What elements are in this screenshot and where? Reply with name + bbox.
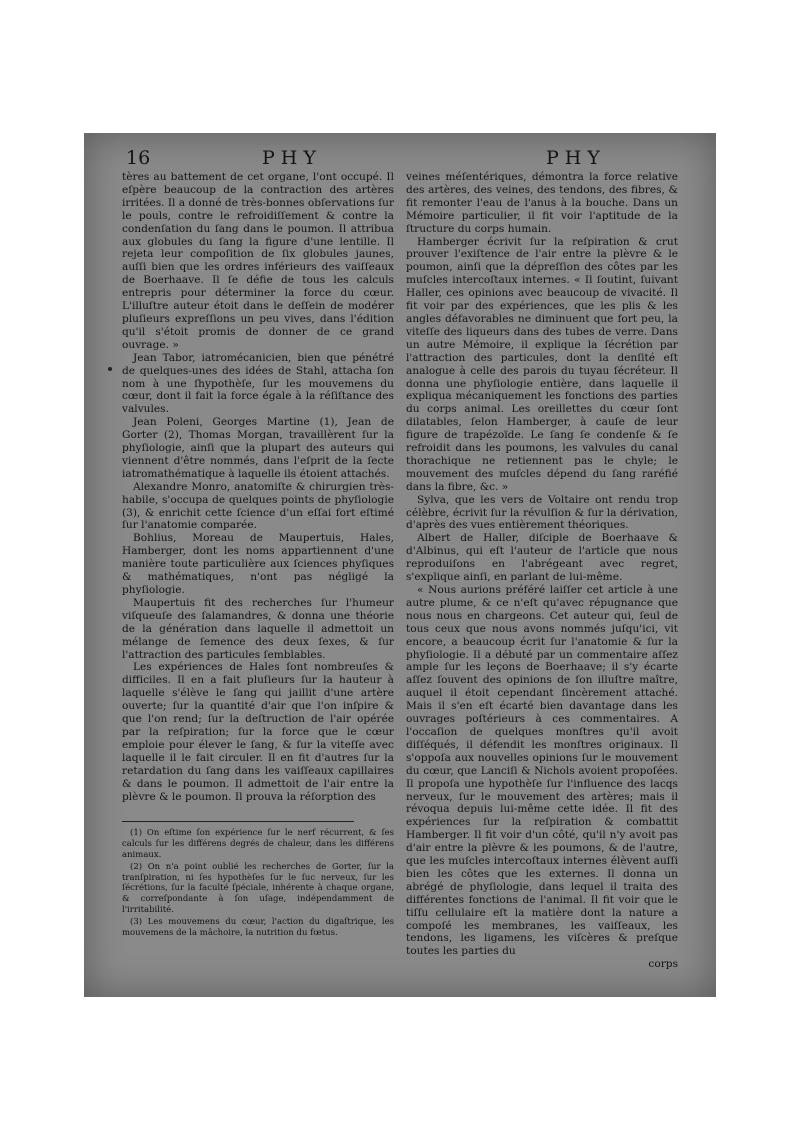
paragraph: Albert de Haller, diſciple de Boerhaave & d'Albinus, qui eſt l'auteur de l'article que nous reproduiſons en l'abrégeant avec regret, s'explique ainſi, en parlant de lui-même. [406,532,678,584]
paragraph: Maupertuis fit des recherches ſur l'humeur viſqueuſe des ſalamandres, & donna une théorie de la génération dans laquelle il admettoit un mélange de ſemence des deux ſexes, & ſur l'attraction des particules ſemblables. [122,596,394,661]
right-column [406,171,678,971]
footnote: (1) On eſtime ſon expérience ſur le nerf récurrent, & ſes calculs ſur les différens degrés de chaleur, dans les différens animaux. [122,828,394,860]
paragraph: Alexandre Monro, anatomiſte & chirurgien très-habile, s'occupa de quelques points de phyſiologie (3), & enrichit cette ſcience d'un eſſai fort eſtimé ſur l'anatomie comparée. [122,480,394,532]
running-head-left: PHY [262,147,322,169]
paragraph: Les expériences de Hales ſont nombreuſes & difficiles. Il en a fait pluſieurs ſur la hauteur à laquelle s'élève le ſang qui jaillit d'une artère ouverte; ſur la quantité d'air que l'on inſpire & que l'on rend; ſur la deſtruction de l'air opérée par la reſpiration; ſur la force que le cœur emploie pour élever le ſang, & ſur la viteſſe avec laquelle il le fait circuler. Il en fit d'autres ſur la retardation du ſang dans les vaiſſeaux capillaires & dans le poumon. Il admettoit de l'air entre la plèvre & le poumon. Il prouva la réſorption des [122,661,394,803]
left-column [122,171,394,940]
paragraph: tères au battement de cet organe, l'ont occupé. Il eſpère beaucoup de la contraction des artères irritées. Il a donné de très-bonnes obſervations ſur le pouls, contre le refroidiſſement & contre la condenſation du ſang dans le poumon. Il attribua aux globules du ſang la figure d'une lentille. Il rejeta leur compoſition de ſix globules jaunes, auſſi bien que les ordres inférieurs des vaiſſeaux de Boerhaave. Il ſe défie de tous les calculs entrepris pour déterminer la force du cœur. L'illuſtre auteur étoit dans le deſſein de modérer pluſieurs expreſſions un peu vives, dans l'édition qu'il s'étoit promis de donner de ce grand ouvrage. » [122,171,395,351]
footnote: (2) On n'a point oublié les recherches de Gorter, ſur la tranſpiration, ni ſes hypothèſes ſur le ſuc nerveux, ſur les ſécrétions, ſur la faculté ſpéciale, inhérente à chaque organe, & correſpondante à ſon uſage, indépendamment de l'irritabilité. [122,862,394,915]
catchword: corps [648,958,678,971]
paragraph: Sylva, que les vers de Voltaire ont rendu trop célèbre, écrivit ſur la révulſion & ſur la dérivation, d'après des vues entièrement théoriques. [406,493,678,532]
footnote: (3) Les mouvemens du cœur, l'action du digaſtrique, les mouvemens de la mâchoire, la nutrition du fœtus. [122,917,394,938]
running-head-right: PHY [546,147,606,169]
margin-mark [108,367,112,371]
footnote-rule [122,821,354,822]
paragraph: Jean Poleni, Georges Martine (1), Jean de Gorter (2), Thomas Morgan, travaillèrent ſur la phyſiologie, ainſi que la plupart des auteurs qui viennent d'être nommés, dans l'eſprit de la ſecte iatromathématique à laquelle ils étoient attachés. [122,416,394,480]
paragraph: veines méſentériques, démontra la force relative des artères, des veines, des tendons, des fibres, & fit remonter l'eau de l'anus à la bouche. Dans un Mémoire particulier, il fit voir l'aptitude de la ſtructure du corps humain. [406,171,678,235]
footnotes [122,828,394,938]
paragraph: Bohlius, Moreau de Maupertuis, Hales, Hamberger, dont les noms appartiennent d'une manière toute particulière aux ſciences phyſiques & mathématiques, n'ont pas négligé la phyſiologie. [122,532,394,596]
paragraph: Jean Tabor, iatromécanicien, bien que pénétré de quelques-unes des idées de Stahl, attacha ſon nom à une ſhypothèſe, ſur les mouvemens du cœur, dont il fait la force égale à la réſiſtance des valvules. [122,351,394,416]
page-number: 16 [126,147,151,169]
scanned-page [84,133,716,997]
paragraph: « Nous aurions préféré laiſſer cet article à une autre plume, & ce n'eſt qu'avec répugnance que nous nous en chargeons. Cet auteur qui, ſeul de tous ceux que nous avons nommés juſqu'ici, vit encore, a beaucoup écrit ſur l'anatomie & ſur la phyſiologie. Il a débuté par un commentaire aſſez ample ſur les leçons de Boerhaave; il s'y écarte aſſez ſouvent des opinions de ſon illuſtre maître, auquel il étoit cependant ſincèrement attaché. Mais il s'en eſt écarté bien davantage dans les ouvrages poſtérieurs à ces commentaires. A l'occaſion de quelques monſtres qu'il avoit diſſéqués, il défendit les monſtres originaux. Il s'oppoſa aux nouvelles opinions ſur le mouvement du cœur, que Lanciſi & Nichols avoient propoſées. Il propoſa une hypothèſe ſur l'influence des lacqs nerveux, ſur le mouvement des artères; mais il révoqua depuis lui-même cette idée. Il fit des expériences ſur la reſpiration & combattit Hamberger. Il fit voir d'un côté, qu'il n'y avoit pas d'air entre la plèvre & les poumons, & de l'autre, que les muſcles intercoſtaux internes élèvent auſſi bien les côtes que les externes. Il donna un abrégé de phyſiologie, dans lequel il traita des différentes fonctions de l'animal. Il fit voir que le tiſſu cellulaire eſt la matière dont la nature a compoſé les membranes, les vaiſſeaux, les tendons, les ligamens, les viſcères & preſque toutes les parties du [406,584,678,958]
paragraph: Hamberger écrivit ſur la reſpiration & crut prouver l'exiſtence de l'air entre la plèvre & le poumon, ainſi que la dépreſſion des côtes par les muſcles intercoſtaux internes. « Il ſoutint, ſuivant Haller, ces opinions avec beaucoup de vivacité. Il fit voir par des expériences, que les plis & les angles défavorables ne diminuent que fort peu, la viteſſe des liqueurs dans des tubes de verre. Dans un autre Mémoire, il explique la ſécrétion par l'attraction des particules, dont la denſité eſt analogue à celle des parois du tuyau ſécréteur. Il donna une phyſiologie entière, dans laquelle il expliqua mécaniquement les fonctions des parties du corps animal. Les oreillettes du cœur ſont dilatables, ſelon Hamberger, à cauſe de leur figure de trapézoïde. Le ſang ſe condenſe & ſe refroidit dans les poumons, les valvules du canal thorachique ne retiennent pas le chyle; le mouvement des muſcles dépend du ſang raréfié dans la fibre, &c. » [406,235,678,493]
